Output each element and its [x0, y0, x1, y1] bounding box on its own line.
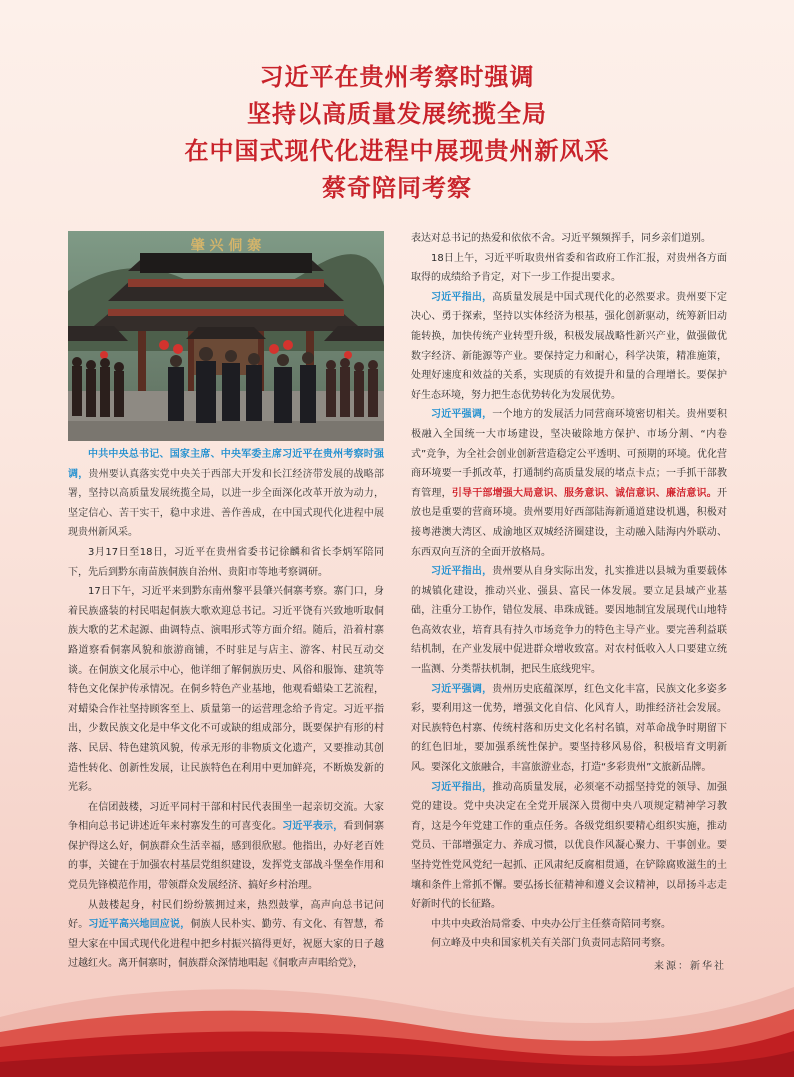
headline-line-4: 蔡奇陪同考察: [322, 173, 472, 202]
decorative-red-waves: [0, 947, 794, 1077]
news-photo: [68, 231, 384, 441]
headline: [0, 58, 794, 206]
headline-line-2: 坚持以高质量发展统揽全局: [247, 99, 547, 128]
paragraph-accompanied-cai-qi: 中共中央政治局常委、中央办公厅主任蔡奇陪同考察。: [431, 918, 671, 930]
right-column: [411, 229, 727, 954]
paragraph-culture: 习近平强调，贵州历史底蕴深厚，红色文化丰富，民族文化多姿多彩，要利用这一优势，增强文化自信、化风育人，助推经济社会发展。对民族特色村寨、传统村落和历史文化名村名镇，对革命战争时期留下的红色旧址，要加强系统性保护。要坚持移风易俗，积极培育文明新风。要深化文旅融合，丰富旅游业态，打造“多彩贵州”文旅新品牌。: [411, 683, 728, 774]
village-gate-illustration: [68, 231, 384, 441]
photo-caption: [68, 445, 384, 543]
gate-sign-text: 肇 兴 侗 寨: [190, 238, 262, 254]
headline-line-1: 习近平在贵州考察时强调: [259, 62, 535, 91]
paragraph-farewell: 表达对总书记的热爱和依依不舍。习近平频频挥手，同乡亲们道别。: [411, 233, 711, 244]
paragraph-work-report: 18日上午，习近平听取贵州省委和省政府工作汇报，对贵州各方面取得的成绩给予肯定，对下一步工作提出要求。: [411, 252, 727, 284]
paragraph-accompanied-officials: 何立峰及中央和国家机关有关部门负责同志陪同考察。: [431, 938, 671, 950]
paragraph-party-building: 习近平指出，推动高质量发展，必须毫不动摇坚持党的领导、加强党的建设。党中央决定在全党开展深入贯彻中央八项规定精神学习教育，这是今年党建工作的重点任务。各级党组织要精心组织实施，推动党员、干部增强定力、养成习惯，以优良作风凝心聚力、干事创业。要坚持党性党风党纪一起抓、正风肃纪反腐相贯通，在铲除腐败滋生的土壤和条件上常抓不懈。要弘扬长征精神和遵义会议精神，以昂扬斗志走好新时代的长征路。: [411, 781, 728, 911]
caption-text: 贵州要认真落实党中央关于西部大开发和长江经济带发展的战略部署，坚持以高质量发展统揽全局，以进一步全面深化改革开放为动力，坚定信心、苦干实干，稳中求进、善作善成，在中国式现代化进程中展现贵州新风采。: [68, 468, 385, 539]
paragraph-quality-development: 习近平指出，高质量发展是中国式现代化的必然要求。贵州要下定决心、勇于探索，坚持以实体经济为根基，强化创新驱动，统筹新旧动能转换，加快传统产业转型升级，积极发展战略性新兴产业，做强做优数字经济、新能源等产业。要保持定力和耐心，科学决策，精准施策，处理好速度和效益的关系，实现质的有效提升和量的合理增长。要保护好生态环境，努力把生态优势转化为发展优势。: [411, 291, 728, 401]
paragraph-villagers: 从鼓楼起身，村民们纷纷簇拥过来，热烈鼓掌，高声向总书记问好。习近平高兴地回应说，侗族人民朴实、勤劳、有文化、有智慧，希望大家在中国式现代化进程中把乡村振兴搞得更好，祝愿大家的日子越过越红火。离开侗寨时，侗族群众深情地唱起《侗歌声声唱给党》，: [68, 899, 385, 970]
paragraph-drum-tower: 在信团鼓楼，习近平同村干部和村民代表围坐一起亲切交流。大家争相向总书记讲述近年来村寨发生的可喜变化。习近平表示，看到侗寨保护得这么好，侗族群众生活幸福，感到很欣慰。他指出，办好老百姓的事，关键在于加强农村基层党组织建设，发挥党支部战斗堡垒作用和党员先锋模范作用，带领群众发展经济、搞好乡村治理。: [68, 801, 385, 892]
caption-highlight: 中共中央总书记、国家主席、中央军委主席习近平在贵州考察时强调，: [68, 449, 384, 480]
headline-line-3: 在中国式现代化进程中展现贵州新风采: [184, 136, 610, 165]
paragraph-business-environment: 习近平强调，一个地方的发展活力同营商环境密切相关。贵州要积极融入全国统一大市场建设，坚决破除地方保护、市场分割、“内卷式”竞争，为全社会创业创新营造稳定公平透明、可预期的环境。优化营商环境要一手抓改革，打通制约高质量发展的堵点卡点；一手抓干部教育管理，引导干部增强大局意识、服务意识、诚信意识、廉洁意识。开放也是重要的营商环境。贵州要用好西部陆海新通道建设机遇，积极对接粤港澳大湾区、成渝地区双城经济圈建设，主动融入陆海内外联动、东西双向互济的全面开放格局。: [411, 409, 728, 558]
left-column: [68, 445, 384, 974]
paragraph-zhaoxing: 17日下午，习近平来到黔东南州黎平县肇兴侗寨考察。寨门口，身着民族盛装的村民唱起侗族大歌欢迎总书记。习近平饶有兴致地听取侗族大歌的艺术起源、曲调特点、演唱形式等方面介绍。随后，沿着村寨路道察看侗寨风貌和旅游商铺，不时驻足与店主、游客、村民互动交谈。在侗族文化展示中心，他详细了解侗族历史、风俗和服饰、建筑等特色文化保护传承情况。在侗乡特色产业基地，他观看蜡染工艺流程，对蜡染合作社坚持顾客至上、质量第一的运营理念给予肯定。习近平指出，少数民族文化是中华文化不可或缺的组成部分，既要保护有形的村落、民居、特色建筑风貌，传承无形的非物质文化遗产，又要推动其创造性转化、创新性发展，让民族特色在利用中更加鲜亮，不断焕发新的光彩。: [68, 586, 384, 794]
paragraph-urbanization: 习近平指出，贵州要从自身实际出发，扎实推进以县城为重要载体的城镇化建设，推动兴业、强县、富民一体发展。要立足县域产业基础，注重分工协作，错位发展、串珠成链。要因地制宜发展现代山地特色高效农业，培育具有持久市场竞争力的特色主导产业。要完善利益联结机制，在产业发展中促进群众增收致富。对农村低收入人口要建立统一监测、分类帮扶机制，把民生底线兜牢。: [411, 566, 728, 676]
paragraph-itinerary: 3月17日至18日，习近平在贵州省委书记徐麟和省长李炳军陪同下，先后到黔东南苗族侗族自治州、贵阳市等地考察调研。: [68, 546, 384, 578]
source-credit: 来源：新华社: [654, 961, 726, 972]
